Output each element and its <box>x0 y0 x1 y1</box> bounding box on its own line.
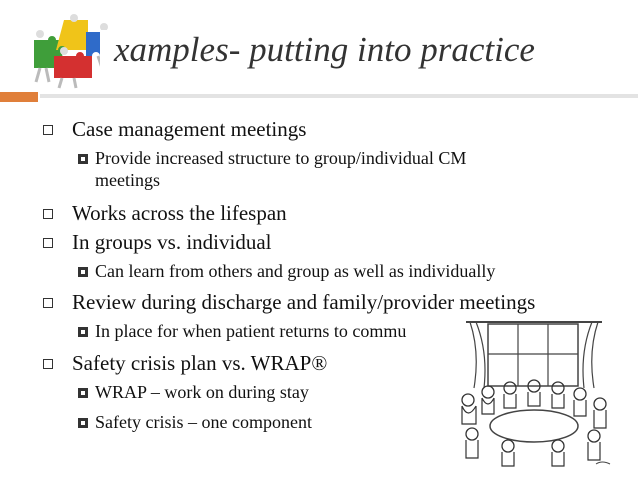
bullet-groups: In groups vs. individual <box>72 230 272 254</box>
sub-bullet-icon <box>78 327 88 337</box>
bullet-case-management: Case management meetings <box>72 117 307 141</box>
bullet-lifespan: Works across the lifespan <box>72 201 287 225</box>
bullet-box-icon <box>43 359 53 369</box>
bullet-safety: Safety crisis plan vs. WRAP® <box>72 351 328 375</box>
sub-bullet-in-place: In place for when patient returns to commu <box>95 321 407 341</box>
sub-bullet-component: Safety crisis – one component <box>95 412 312 432</box>
slide-title: xamples- putting into practice <box>114 30 535 69</box>
sub-bullet-icon <box>78 418 88 428</box>
bullet-box-icon <box>43 125 53 135</box>
sub-bullet-icon <box>78 154 88 164</box>
sub-bullet-learn: Can learn from others and group as well as individually <box>95 261 496 281</box>
sub-bullet-icon <box>78 388 88 398</box>
bullet-box-icon <box>43 238 53 248</box>
sub-bullet-icon <box>78 267 88 277</box>
sub-bullet-structure-cont: meetings <box>95 170 160 190</box>
bullet-discharge: Review during discharge and family/provider meetings <box>72 290 536 314</box>
bullet-box-icon <box>43 298 53 308</box>
sub-bullet-structure: Provide increased structure to group/individual CM <box>95 148 467 168</box>
group-meeting-illustration <box>448 318 620 468</box>
sub-bullet-wrap: WRAP – work on during stay <box>95 382 309 402</box>
bullet-box-icon <box>43 209 53 219</box>
